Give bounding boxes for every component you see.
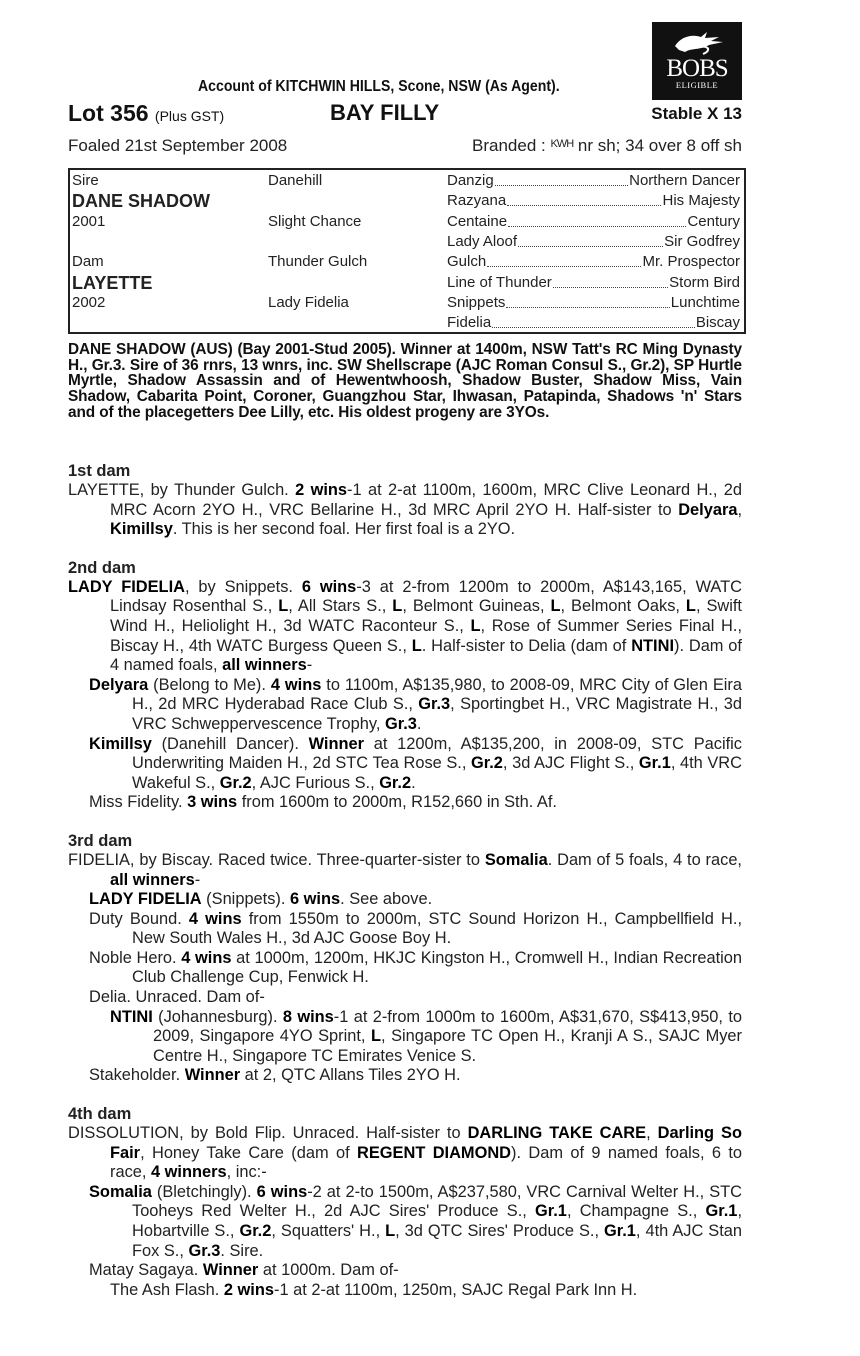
great-grandparent-sire: Mr. Prospector [642, 253, 740, 271]
pedigree-parent: Sire [72, 172, 99, 189]
bold-text: 4 winners [151, 1163, 227, 1182]
section-heading: 4th dam [68, 1105, 132, 1124]
bold-text: Gr.2 [471, 754, 503, 773]
text: at 1000m. Dam of- [258, 1261, 399, 1280]
bold-text: Winner [184, 1066, 241, 1085]
bold-text: Somalia [89, 1182, 152, 1201]
pedigree-great-grandparent [447, 171, 740, 191]
pedigree-great-grandparent [447, 252, 740, 272]
great-grandparent-sire: Biscay [695, 314, 740, 332]
text: , All Stars S., [288, 597, 393, 616]
bold-text: Kimillsy [110, 520, 173, 539]
bold-text: 2 wins [223, 1280, 274, 1299]
produce-entry [68, 1183, 742, 1261]
logo-eligible: ELIGIBLE [675, 80, 719, 90]
text: , Swift Wind H., Heliolight H., 3d WATC Raconteur S., [110, 597, 742, 635]
bold-text: Gr.3 [418, 695, 451, 714]
text: . This is her second foal. Her first foal is a 2YO. [172, 520, 516, 539]
text: , inc:- [226, 1163, 267, 1182]
bold-text: Kimillsy [89, 734, 152, 753]
produce-entry [68, 890, 742, 910]
pedigree-parent: DANE SHADOW [72, 191, 210, 212]
text: , 4th AJC Stan Fox S., [132, 1222, 742, 1260]
text: , Sportingbet H., VRC Magistrate H., 3d VRC Schweppervescence Trophy, [132, 695, 742, 733]
text: -1 at 2-at 1100m, 1600m, MRC Clive Leonard H., 2d MRC Acorn 2YO H., VRC Bellarine H., 3d MRC April 2YO H. Half-sister to [110, 481, 743, 519]
bold-text: LADY FIDELIA [89, 890, 202, 909]
text: (Johannesburg). [152, 1007, 283, 1026]
text: Matay Sagaya. [89, 1261, 203, 1280]
pedigree-grandparent: Lady Fidelia [268, 293, 349, 311]
text: FIDELIA, by Biscay. Raced twice. Three-quarter-sister to [68, 850, 485, 869]
bold-text: L [392, 597, 403, 616]
logo-bobs: BOBS [666, 55, 728, 82]
bold-text: 4 wins [181, 948, 232, 967]
great-grandparent-name: Danzig [447, 172, 494, 189]
text: , Squatters' H., [271, 1222, 386, 1240]
text: . [411, 773, 416, 792]
bold-text: DARLING TAKE CARE [467, 1124, 647, 1143]
text: . Dam of 5 foals, 4 to race, [547, 850, 742, 869]
dot-leader [507, 191, 661, 206]
text: -1 at 2-from 1000m to 1600m, A$31,670, S$413,950, to 2009, Singapore 4YO Sprint, [153, 1007, 743, 1046]
produce-entry [68, 1066, 742, 1086]
text: to 1100m, A$135,980, to 2008-09, MRC City of Glen Eira H., 2d MRC Hyderabad Race Club S., [132, 675, 742, 714]
bold-text: L [385, 1222, 396, 1240]
pedigree-grandparent: Slight Chance [268, 212, 362, 230]
lot-label: Lot 356 [68, 100, 149, 126]
bold-text: Delyara [89, 675, 149, 694]
bold-text: 6 wins [301, 577, 357, 596]
text: at 1200m, A$135,200, in 2008-09, STC Pacific Underwriting Maiden H., 2d STC Tea Rose S., [132, 734, 742, 773]
pedigree-great-grandparent [447, 212, 740, 232]
dot-leader [506, 293, 669, 308]
bold-text: Darling So Fair [110, 1124, 742, 1162]
produce-entry [68, 793, 742, 813]
sire-summary: DANE SHADOW (AUS) (Bay 2001-Stud 2005). Winner at 1400m, NSW Tatt's RC Ming Dynasty H., Gr.3. Sire of 36 rnrs, 13 wnrs, inc. SW Shellscrape (AJC Roman Consul S., Gr.2), SP Hurtle Myrtle, Shadow Assassin and of Hewentwhoosh, Shadow Buster, Shadow Miss, Vain Shadow, Cabarita Point, Coroner, Guangzhou Star, Ihwasan, Patapinda, Shadows 'n' Stars and of the placegetters Dee Lilly, etc. His oldest progeny are 3YOs. [68, 341, 742, 421]
produce-entry [68, 1261, 742, 1281]
pedigree-row [70, 171, 744, 191]
great-grandparent-name: Fidelia [447, 314, 492, 332]
dam-section [68, 462, 742, 540]
text: , Champagne S., [566, 1202, 706, 1221]
pedigree-row [70, 252, 744, 272]
lot-number [68, 100, 224, 127]
dot-leader [553, 273, 668, 288]
bold-text: 4 wins [270, 675, 322, 694]
great-grandparent-sire: His Majesty [662, 192, 740, 210]
text: DISSOLUTION, by Bold Flip. Unraced. Half-sister to [68, 1124, 468, 1143]
produce-entry [68, 481, 742, 540]
text: -3 at 2-from 1200m to 2000m, A$143,165, WATC Lindsay Rosenthal S., [110, 577, 742, 616]
text: ). Dam of 9 named foals, 6 to race, [110, 1143, 742, 1182]
bold-text: Winner [308, 734, 365, 753]
text: , [737, 500, 742, 519]
pedigree-row [70, 191, 744, 211]
produce-entry [68, 1281, 742, 1301]
text: Miss Fidelity. [89, 793, 188, 812]
text: , Hobartville S., [132, 1202, 742, 1240]
brand-mark: KWH [550, 138, 574, 150]
text: , 3d QTC Sires' Produce S., [395, 1222, 604, 1240]
section-heading: 2nd dam [68, 558, 136, 577]
text: , 4th VRC Wakeful S., [132, 754, 742, 792]
bold-text: Gr.1 [604, 1222, 636, 1240]
produce-entry [68, 1008, 742, 1067]
great-grandparent-name: Razyana [447, 192, 507, 210]
text: from 1550m to 2000m, STC Sound Horizon H., Campbellfield H., New South Wales H., 3d AJC Goose Boy H. [132, 909, 743, 948]
text: , 3d AJC Flight S., [502, 754, 639, 773]
bold-text: all winners [222, 656, 307, 675]
dot-leader [492, 313, 695, 328]
bold-text: L [278, 597, 289, 616]
bold-text: 4 wins [188, 909, 242, 928]
horse-head-icon [667, 28, 727, 58]
bold-text: Gr.3 [188, 1241, 221, 1260]
pedigree-parent: 2001 [72, 212, 106, 230]
produce-entry [68, 851, 742, 890]
brand-text: nr sh; 34 over 8 off sh [577, 136, 742, 155]
text: , Belmont Guineas, [402, 597, 551, 616]
pedigree-row [70, 293, 744, 313]
produce-entry [68, 1124, 742, 1183]
pedigree-row [70, 273, 744, 293]
pedigree-parent: 2002 [72, 293, 106, 311]
pedigree-table [68, 168, 746, 334]
bold-text: LADY FIDELIA [68, 577, 185, 596]
pedigree-great-grandparent [447, 273, 740, 293]
bold-text: Delyara [678, 500, 738, 519]
great-grandparent-name: Centaine [447, 212, 508, 230]
bold-text: NTINI [631, 636, 674, 655]
dot-leader [487, 252, 641, 267]
pedigree-great-grandparent [447, 313, 740, 333]
dam-section [68, 832, 742, 1086]
pedigree-great-grandparent [447, 191, 740, 211]
pedigree-great-grandparent [447, 293, 740, 313]
bold-text: Winner [202, 1261, 259, 1280]
text: . See above. [340, 890, 433, 909]
bold-text: 2 wins [295, 481, 348, 499]
bold-text: REGENT DIAMOND [357, 1143, 511, 1162]
text: - [194, 870, 201, 889]
produce-entry [68, 735, 742, 794]
text: Duty Bound. [89, 909, 189, 928]
great-grandparent-sire: Northern Dancer [629, 172, 740, 189]
bold-text: L [470, 616, 481, 635]
text: . [416, 714, 422, 733]
text: at 2, QTC Allans Tiles 2YO H. [240, 1066, 461, 1085]
branded-label: Branded : [472, 136, 546, 155]
bold-text: all winners [110, 870, 195, 889]
section-heading: 1st dam [68, 462, 131, 480]
produce-entry [68, 578, 742, 676]
vendor-account: Account of KITCHWIN HILLS, Scone, NSW (As Agent). [198, 78, 560, 95]
bold-text: Gr.2 [239, 1222, 272, 1240]
text: at 1000m, 1200m, HKJC Kingston H., Cromwell H., Indian Recreation Club Challenge Cup, Fenwick H. [132, 948, 742, 987]
dot-leader [495, 171, 628, 186]
pedigree-parent: LAYETTE [72, 272, 153, 293]
great-grandparent-name: Line of Thunder [447, 273, 552, 291]
great-grandparent-sire: Lunchtime [670, 293, 740, 311]
text: . Half-sister to Delia (dam of [421, 636, 632, 655]
gst-note: (Plus GST) [154, 108, 225, 124]
dam-section [68, 1105, 742, 1300]
great-grandparent-name: Lady Aloof [447, 232, 518, 250]
bold-text: 3 wins [187, 793, 238, 812]
text: , [646, 1124, 658, 1143]
pedigree-grandparent: Thunder Gulch [268, 253, 368, 271]
produce-entry [68, 949, 742, 988]
bobs-eligible-logo [652, 22, 742, 100]
text: (Bletchingly). [151, 1182, 257, 1201]
great-grandparent-sire: Sir Godfrey [664, 232, 740, 250]
dot-leader [518, 232, 663, 247]
stable-number: Stable X 13 [651, 104, 742, 123]
bold-text: Gr.2 [219, 773, 252, 792]
dot-leader [508, 212, 686, 227]
text: , Singapore TC Open H., Kranji A S., SAJC Myer Centre H., Singapore TC Emirates Venice S. [153, 1027, 742, 1065]
text: , AJC Furious S., [251, 773, 380, 792]
foaled-date: Foaled 21st September 2008 [68, 136, 288, 155]
text: (Belong to Me). [148, 675, 271, 694]
text: from 1600m to 2000m, R152,660 in Sth. Af. [237, 793, 557, 812]
text: -2 at 2-to 1500m, A$237,580, VRC Carnival Welter H., STC Tooheys Red Welter H., 2d AJC Sires' Produce S., [132, 1182, 743, 1221]
text: -1 at 2-at 1100m, 1250m, SAJC Regal Park Inn H. [274, 1280, 638, 1299]
bold-text: L [685, 597, 696, 616]
text: . Sire. [220, 1241, 264, 1260]
horse-description: BAY FILLY [330, 100, 440, 125]
bold-text: Gr.2 [379, 773, 412, 792]
text: (Danehill Dancer). [151, 734, 309, 753]
produce-entry [68, 910, 742, 949]
great-grandparent-name: Snippets [447, 293, 506, 311]
pedigree-row [70, 232, 744, 252]
pedigree-row [70, 313, 744, 333]
bold-text: NTINI [110, 1007, 153, 1026]
great-grandparent-sire: Storm Bird [669, 273, 740, 291]
brand-info [472, 136, 742, 156]
pedigree-parent: Dam [72, 253, 104, 271]
text: The Ash Flash. [110, 1280, 224, 1299]
text: - [306, 656, 313, 675]
great-grandparent-name: Gulch [447, 253, 487, 271]
bold-text: 6 wins [256, 1182, 308, 1201]
text: LAYETTE, by Thunder Gulch. [68, 481, 296, 499]
text: , Rose of Summer Series Final H., Biscay H., 4th WATC Burgess Queen S., [110, 616, 743, 655]
lot-header [68, 100, 742, 126]
dam-section [68, 559, 742, 813]
text: , Belmont Oaks, [560, 597, 686, 616]
bold-text: 6 wins [290, 890, 341, 909]
text: (Snippets). [201, 890, 290, 909]
text: Stakeholder. [89, 1066, 185, 1085]
text: , by Snippets. [184, 577, 302, 596]
text: Noble Hero. [89, 948, 182, 967]
bold-text: Somalia [484, 850, 548, 869]
pedigree-great-grandparent [447, 232, 740, 252]
bold-text: Gr.3 [384, 714, 417, 733]
bold-text: Gr.1 [705, 1202, 738, 1221]
text: , Honey Take Care (dam of [140, 1143, 358, 1162]
produce-entry [68, 988, 742, 1008]
pedigree-grandparent: Danehill [268, 172, 323, 189]
bold-text: Gr.1 [535, 1202, 567, 1221]
dam-lines [68, 462, 742, 1319]
text: Delia. Unraced. Dam of- [89, 988, 265, 1007]
bold-text: L [550, 597, 561, 616]
bold-text: Gr.1 [638, 754, 671, 773]
bold-text: 8 wins [282, 1007, 334, 1026]
great-grandparent-sire: Century [687, 212, 740, 230]
produce-entry [68, 676, 742, 735]
section-heading: 3rd dam [68, 831, 133, 850]
pedigree-row [70, 212, 744, 232]
bold-text: L [411, 636, 422, 655]
bold-text: L [371, 1027, 382, 1046]
text: ). Dam of 4 named foals, [110, 636, 742, 675]
